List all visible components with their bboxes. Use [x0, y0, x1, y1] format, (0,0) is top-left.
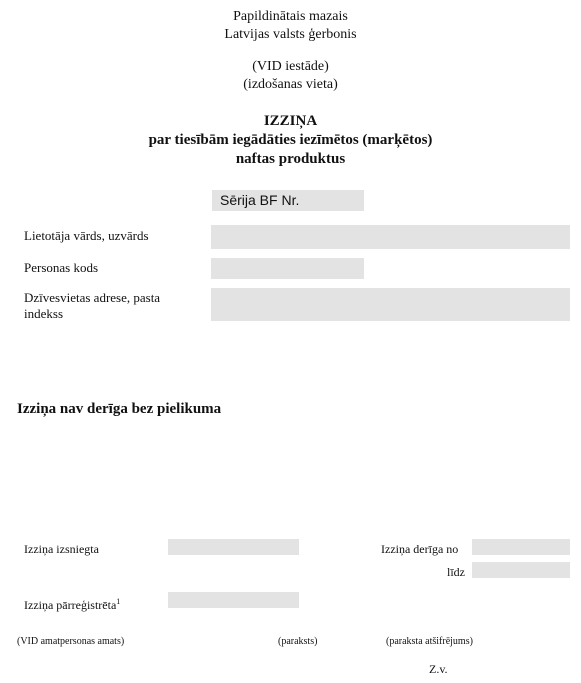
valid-to-label: līdz — [447, 565, 465, 579]
footnote-marker: 1 — [116, 597, 121, 606]
reregistered-label-text: Izziņa pārreģistrēta — [24, 598, 117, 612]
issued-date-field[interactable] — [168, 539, 299, 555]
series-number-field[interactable] — [212, 190, 364, 211]
issuer-line1: (VID iestāde) — [252, 59, 329, 74]
user-name-label: Lietotāja vārds, uzvārds — [24, 228, 149, 243]
official-position-caption: (VID amatpersonas amats) — [17, 636, 125, 647]
coat-of-arms-line2: Latvijas valsts ģerbonis — [224, 27, 357, 42]
reregistered-field[interactable] — [168, 592, 299, 608]
doc-title: IZZIŅA — [263, 113, 318, 129]
issuer-line2: (izdošanas vieta) — [243, 77, 338, 92]
signature-caption: (paraksts) — [278, 636, 318, 647]
signature-transcript-caption: (paraksta atšifrējums) — [386, 636, 473, 647]
user-name-field[interactable] — [211, 225, 570, 249]
valid-to-field[interactable] — [472, 562, 570, 578]
valid-from-label: Izziņa derīga no — [381, 542, 459, 556]
validity-notice: Izziņa nav derīga bez pielikuma — [17, 401, 222, 417]
valid-from-field[interactable] — [472, 539, 570, 555]
doc-subtitle-line2: naftas produktus — [235, 151, 346, 167]
address-field[interactable] — [211, 288, 570, 321]
personal-code-label: Personas kods — [24, 260, 99, 275]
coat-of-arms-line1: Papildinātais mazais — [233, 9, 348, 24]
address-label: Dzīvesvietas adrese, pasta indekss — [24, 290, 161, 321]
series-label: Sērija BF Nr. — [220, 192, 300, 208]
personal-code-field[interactable] — [211, 258, 364, 279]
reregistered-label — [24, 594, 120, 613]
issued-label: Izziņa izsniegta — [24, 542, 99, 556]
stamp-place: Z.v. — [429, 662, 448, 676]
doc-subtitle-line1: par tiesībām iegādāties iezīmētos (marķētos) — [148, 132, 433, 148]
